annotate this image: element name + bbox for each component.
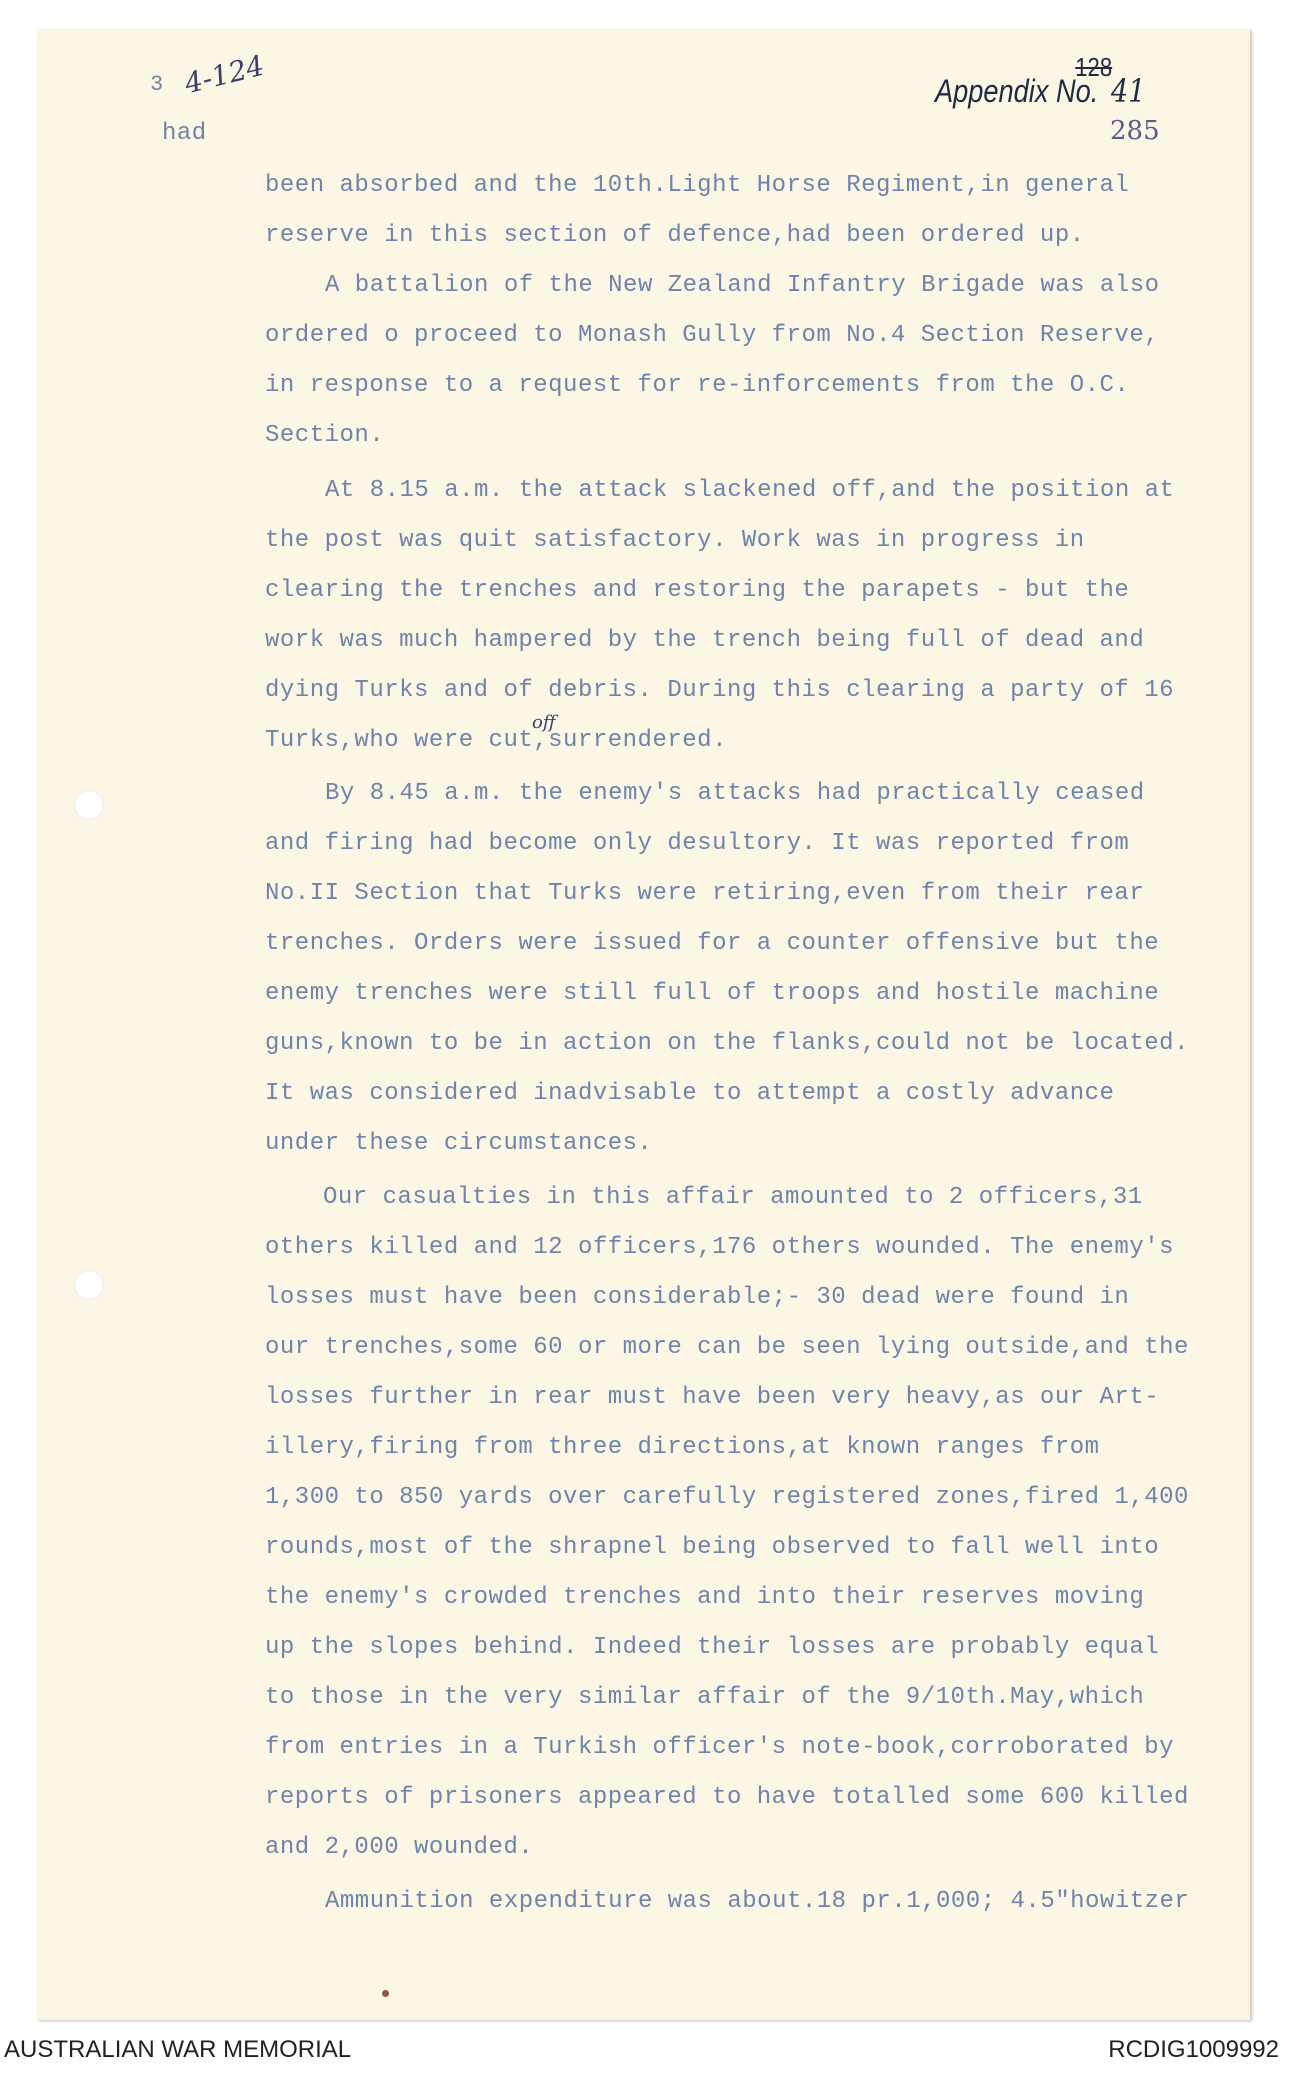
text-line: Our casualties in this affair amounted to 2 officers,31 [323, 1184, 1143, 1211]
text-line: By 8.45 a.m. the enemy's attacks had practically ceased [325, 780, 1145, 807]
text-line: trenches. Orders were issued for a counter offensive but the [265, 930, 1160, 957]
text-line: Turks,who were cut,surrendered. [265, 727, 727, 754]
text-line: At 8.15 a.m. the attack slackened off,and the position at [325, 477, 1175, 504]
text-line: others killed and 12 officers,176 others wounded. The enemy's [265, 1234, 1175, 1261]
page-marker: 3 [150, 72, 164, 97]
text-line: dying Turks and of debris. During this clearing a party of 16 [265, 677, 1175, 704]
text-line: our trenches,some 60 or more can be seen lying outside,and the [265, 1334, 1189, 1361]
text-line: been absorbed and the 10th.Light Horse Regiment,in general [265, 172, 1130, 199]
text-line: A battalion of the New Zealand Infantry Brigade was also [325, 272, 1160, 299]
text-line: in response to a request for re-inforcements from the O.C. [265, 372, 1130, 399]
reference-caption: RCDIG1009992 [1108, 2036, 1279, 2063]
text-line: under these circumstances. [265, 1130, 653, 1157]
punch-hole [74, 1270, 104, 1300]
handwritten-reference: 4-124 [181, 48, 268, 101]
text-line: reports of prisoners appeared to have totalled some 600 killed [265, 1784, 1189, 1811]
text-line: rounds,most of the shrapnel being observed to fall well into [265, 1534, 1160, 1561]
text-line: reserve in this section of defence,had been ordered up. [265, 222, 1085, 249]
typed-body [265, 172, 1275, 1932]
text-line: No.II Section that Turks were retiring,even from their rear [265, 880, 1145, 907]
text-line: guns,known to be in action on the flanks,could not be located. [265, 1030, 1189, 1057]
appendix-label [935, 52, 1146, 110]
text-line: losses further in rear must have been very heavy,as our Art- [265, 1384, 1160, 1411]
text-line: Section. [265, 422, 385, 449]
text-line: losses must have been considerable;- 30 dead were found in [265, 1284, 1130, 1311]
text-line: enemy trenches were still full of troops and hostile machine [265, 980, 1160, 1007]
text-line: 1,300 to 850 yards over carefully registered zones,fired 1,400 [265, 1484, 1189, 1511]
text-line: Ammunition expenditure was about.18 pr.1,000; 4.5"howitzer [325, 1888, 1190, 1915]
text-line: from entries in a Turkish officer's note-book,corroborated by [265, 1734, 1175, 1761]
appendix-struck-number: 128 [1075, 52, 1113, 82]
appendix-text: Appendix No. [935, 73, 1099, 109]
carry-over-word: had [162, 120, 207, 147]
text-line: and 2,000 wounded. [265, 1834, 534, 1861]
appendix-number: 41 [1110, 72, 1146, 110]
stamp-number: 285 [1110, 116, 1160, 146]
text-line: to those in the very similar affair of the 9/10th.May,which [265, 1684, 1145, 1711]
text-line: and firing had become only desultory. It was reported from [265, 830, 1130, 857]
text-line: ordered o proceed to Monash Gully from No.4 Section Reserve, [265, 322, 1160, 349]
text-line: up the slopes behind. Indeed their losses are probably equal [265, 1634, 1160, 1661]
text-line: It was considered inadvisable to attempt a costly advance [265, 1080, 1115, 1107]
text-line: the enemy's crowded trenches and into their reserves moving [265, 1584, 1145, 1611]
ink-spot [382, 1990, 389, 1997]
text-line: clearing the trenches and restoring the parapets - but the [265, 577, 1130, 604]
handwritten-insert: off [532, 712, 556, 733]
text-line: illery,firing from three directions,at known ranges from [265, 1434, 1100, 1461]
text-line: the post was quit satisfactory. Work was in progress in [265, 527, 1085, 554]
text-line: work was much hampered by the trench being full of dead and [265, 627, 1145, 654]
institution-caption: AUSTRALIAN WAR MEMORIAL [4, 2036, 352, 2063]
punch-hole [74, 790, 104, 820]
